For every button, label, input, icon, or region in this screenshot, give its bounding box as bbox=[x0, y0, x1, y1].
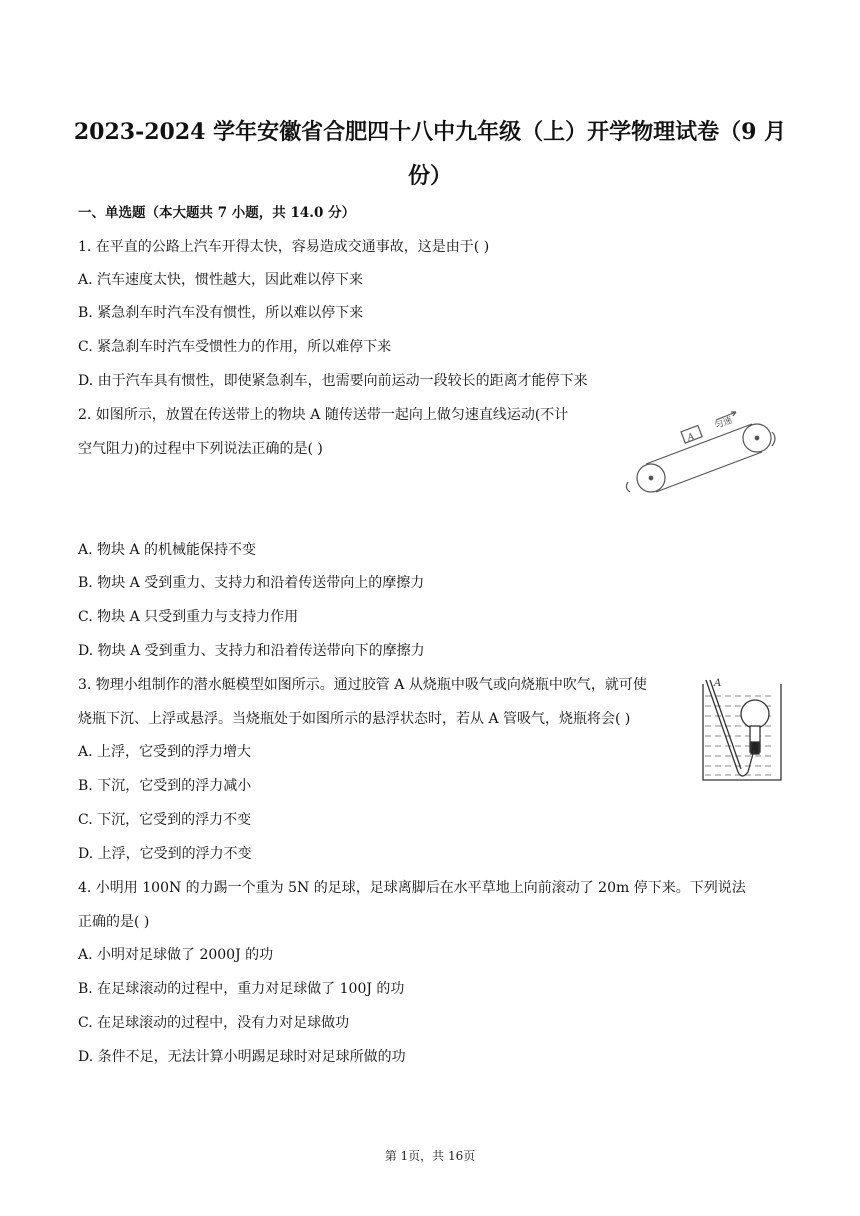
q4-option-a: A. 小明对足球做了 2000J 的功 bbox=[78, 947, 274, 963]
q1-option-d: D. 由于汽车具有惯性，即使紧急刹车，也需要向前运动一段较长的距离才能停下来 bbox=[78, 373, 588, 389]
flask bbox=[741, 700, 769, 728]
section-heading: 一、单选题（本大题共 7 小题，共 14.0 分） bbox=[78, 205, 356, 221]
tube-label: A bbox=[714, 678, 722, 689]
submarine-model-figure bbox=[700, 676, 784, 784]
title-line-2: 份） bbox=[407, 163, 452, 189]
q3-stem-line-2: 烧瓶下沉、上浮或悬浮。当烧瓶处于如图所示的悬浮状态时，若从 A 管吸气，烧瓶将会( ) bbox=[78, 711, 631, 727]
rubber-tube bbox=[706, 680, 754, 776]
q4-stem-line-2: 正确的是( ) bbox=[78, 914, 150, 930]
belt-bottom bbox=[656, 452, 762, 492]
page-footer: 第 1页，共 16页 bbox=[384, 1149, 476, 1163]
page-title bbox=[70, 110, 790, 198]
q2-stem-line-2: 空气阻力)的过程中下列说法正确的是( ) bbox=[78, 441, 323, 457]
title-line-1: 2023-2024 学年安徽省合肥四十八中九年级（上）开学物理试卷（9 月 bbox=[73, 119, 787, 145]
q3-option-a: A. 上浮，它受到的浮力增大 bbox=[78, 744, 252, 760]
q4-option-d: D. 条件不足，无法计算小明踢足球时对足球所做的功 bbox=[78, 1049, 406, 1065]
q2-option-d: D. 物块 A 受到重力、支持力和沿着传送带向下的摩擦力 bbox=[78, 643, 425, 659]
q4-option-b: B. 在足球滚动的过程中，重力对足球做了 100J 的功 bbox=[78, 981, 405, 997]
conveyor-belt-figure bbox=[618, 402, 788, 494]
q3-option-c: C. 下沉，它受到的浮力不变 bbox=[78, 812, 252, 828]
q3-option-b: B. 下沉，它受到的浮力减小 bbox=[78, 778, 252, 794]
q2-option-c: C. 物块 A 只受到重力与支持力作用 bbox=[78, 609, 299, 625]
q1-option-c: C. 紧急刹车时汽车受惯性力的作用，所以难停下来 bbox=[78, 339, 392, 355]
q2-stem-line-1: 2. 如图所示，放置在传送带上的物块 A 随传送带一起向上做匀速直线运动(不计 bbox=[78, 407, 569, 423]
q4-stem-line-1: 4. 小明用 100N 的力踢一个重为 5N 的足球，足球离脚后在水平草地上向前滚动了 20m 停下来。下列说法 bbox=[78, 880, 746, 896]
q4-option-c: C. 在足球滚动的过程中，没有力对足球做功 bbox=[78, 1015, 350, 1031]
q3-stem-line-1: 3. 物理小组制作的潜水艇模型如图所示。通过胶管 A 从烧瓶中吸气或向烧瓶中吹气，就可使 bbox=[78, 677, 647, 693]
q2-option-a: A. 物块 A 的机械能保持不变 bbox=[78, 542, 257, 558]
q1-option-b: B. 紧急刹车时汽车没有惯性，所以难以停下来 bbox=[78, 305, 364, 321]
q2-option-b: B. 物块 A 受到重力、支持力和沿着传送带向上的摩擦力 bbox=[78, 575, 425, 591]
water-container bbox=[703, 684, 781, 780]
block-label: A bbox=[686, 431, 696, 444]
q1-option-a: A. 汽车速度太快，惯性越大，因此难以停下来 bbox=[78, 272, 364, 288]
speed-label: 匀速 bbox=[713, 415, 734, 432]
q1-stem: 1. 在平直的公路上汽车开得太快，容易造成交通事故，这是由于( ) bbox=[78, 239, 490, 255]
q3-option-d: D. 上浮，它受到的浮力不变 bbox=[78, 846, 252, 862]
